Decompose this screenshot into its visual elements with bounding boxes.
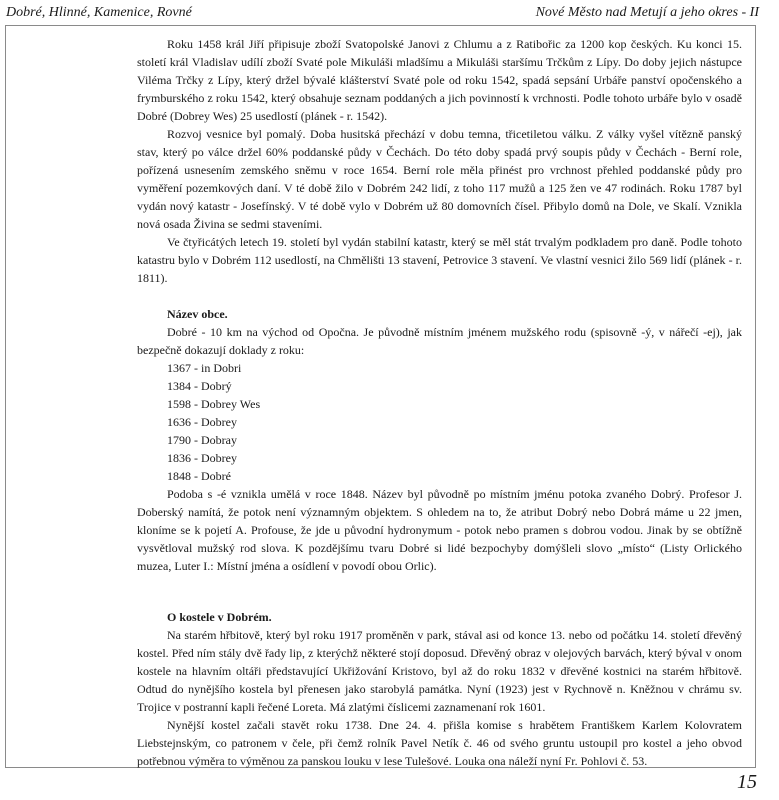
spacer	[137, 287, 742, 305]
paragraph-history-1458: Roku 1458 král Jiří připisuje zboží Svatopolské Janovi z Chlumu a z Ratibořic za 1200 kop českých. Ku konci 15. století král Vladislav udílí zboží Svaté pole Mikuláši mladšímu a Mikuláši staršímu Trčkům z Lípy. Do doby jejich nástupce Viléma Trčky z Lípy, který držel bývalé klášterství Svaté pole od roku 1542, spadá sepsání Urbáře panství opočenského a frymburského z roku 1542, který obsahuje seznam poddaných a jich povinností k vrchnosti. Podle tohoto urbáře bylo v osadě Dobré (Dobrey Wes) 25 usedlostí (plánek - r. 1542).	[137, 37, 742, 123]
spacer	[137, 575, 742, 608]
year-entry: 1790 - Dobray	[167, 433, 237, 447]
year-entry: 1384 - Dobrý	[167, 379, 232, 393]
heading-church: O kostele v Dobrém.	[167, 610, 272, 624]
paragraph-stable-cadastre: Ve čtyřicátých letech 19. století byl vydán stabilní katastr, který se měl stát trvalým podkladem pro daně. Podle tohoto katastru bylo v Dobrém 112 usedlostí, na Chmělišti 13 stavení, Petrovice 3 stavení. Ve vlastní vesnici žilo 569 lidí (plánek - r. 1811).	[137, 235, 742, 285]
running-header-left: Dobré, Hlinné, Kamenice, Rovné	[6, 5, 192, 20]
paragraph-name-form: Podoba s -é vznikla umělá v roce 1848. Název byl původně po místním jménu potoka zvaného Dobrý. Profesor J. Doberský namítá, že potok není významným objektem. S ohledem na to, že atribut Dobrý nebo Dobrá máme u 22 jmen, kloníme se k pojetí A. Profouse, že jde u původní hydronymum - potok nebo pramen s dobrou vodou. Jinak by se obtížně vysvětloval mužský rod slova. K pozdějšímu tvaru Dobré si lidé bezpochyby domýšleli slovo „místo“ (Listy Orlického muzea, Luter I.: Místní jména a osídlení v povodí obou Orlic).	[137, 487, 742, 573]
paragraph-old-church: Na starém hřbitově, který byl roku 1917 proměněn v park, stával asi od konce 13. nebo od počátku 14. století dřevěný kostel. Před ním stály dvě řady lip, z kterýchž některé stojí doposud. Dřevěný obraz v olejových barvách, který býval v onom kostele na hlavním oltáři představující Ukřižování Kristovo, byl až do roku 1832 v dřevěné kostnici na starém hřbitově. Odtud do nynějšího kostela byl přenesen jako starobylá památka. Nyní (1923) jest v Rychnově n. Kněžnou v chrámu sv. Trojice v postranní kapli řečené Loreta. Má zlatými číslicemi zaznamenaní rok 1601.	[137, 628, 742, 714]
heading-village-name: Název obce.	[167, 307, 228, 321]
year-entry: 1367 - in Dobri	[167, 361, 242, 375]
year-entry: 1848 - Dobré	[167, 469, 231, 483]
running-header-right: Nové Město nad Metují a jeho okres - II	[535, 5, 759, 20]
body-text	[137, 35, 742, 770]
year-entry: 1598 - Dobrey Wes	[167, 397, 261, 411]
paragraph-new-church: Nynější kostel začali stavět roku 1738. Dne 24. 4. přišla komise s hrabětem Františkem Karlem Kolovratem Liebstejnským, co patronem v čele, při čemž rolník Pavel Netík č. 46 od svého gruntu ustoupil pro kostel a jeho obvod potřebnou výměra to výměnou za panskou louku v lese Tulešové. Louka ona náleží nyní Fr. Pohlovi č. 53.	[137, 718, 742, 768]
paragraph-village-development: Rozvoj vesnice byl pomalý. Doba husitská přechází v dobu temna, třicetiletou válku. Z války vyšel vítězně panský stav, který po válce držel 60% poddanské půdy v Čechách. Do této doby spadá prvý soupis půdy v Čechách - Berní role, pořízená usnesením zemského sněmu v roce 1654. Berní role měla přinést pro vrchnost přehled poddanské půdy pro vyměření pozemkových daní. V té době žilo v Dobrém 242 lidí, z toho 117 mužů a 125 žen ve 47 rodinách. Roku 1787 byl vydán nový katastr - Josefínský. V té době vylo v Dobrém už 80 domovních čísel. Přibylo domů na Dole, ve Skalí. Vznikla nová osada Živina se sedmi staveními.	[137, 127, 742, 231]
year-entry: 1836 - Dobrey	[167, 451, 237, 465]
page-number: 15	[737, 771, 757, 793]
paragraph-name-origin: Dobré - 10 km na východ od Opočna. Je původně místním jménem mužského rodu (spisovně -ý, v nářečí -ej), jak bezpečně dokazují doklady z roku:	[137, 325, 742, 357]
year-entry: 1636 - Dobrey	[167, 415, 237, 429]
